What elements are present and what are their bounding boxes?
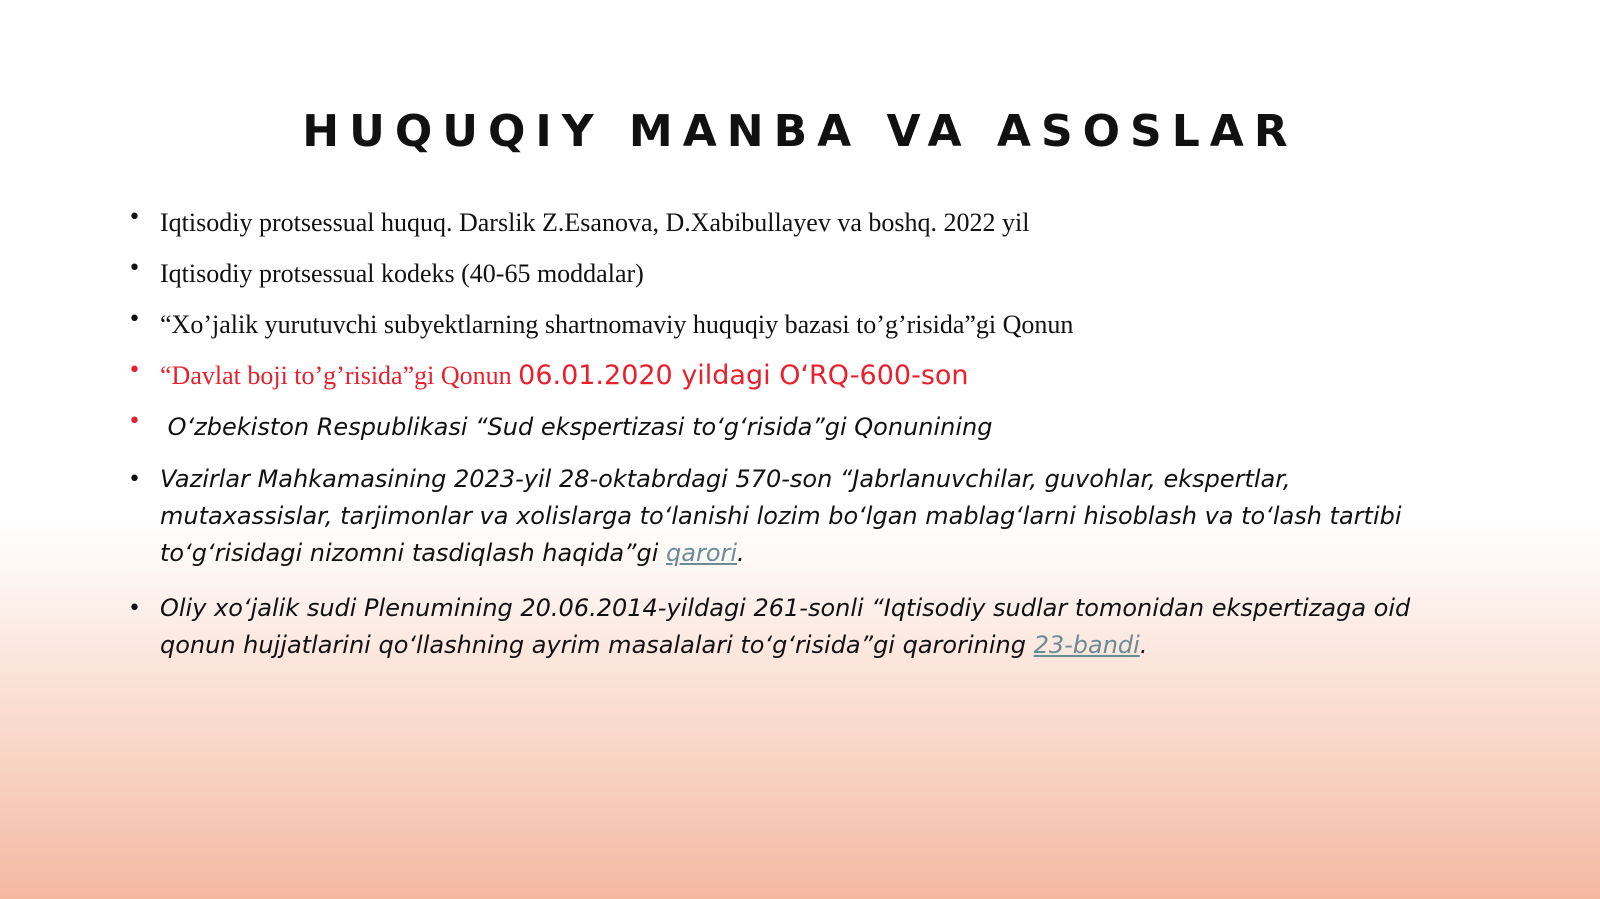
- list-item-text: Iqtisodiy protsessual huquq. Darslik Z.Esanova, D.Xabibullayev va boshq. 2022 yil: [160, 208, 1030, 237]
- bandi-link[interactable]: 23-bandi: [1033, 631, 1140, 659]
- list-item-tail: .: [1139, 631, 1148, 659]
- bullet-icon: •: [128, 256, 141, 281]
- list-item: [128, 205, 1448, 241]
- bullet-icon: •: [128, 596, 141, 621]
- list-item: [128, 358, 1448, 394]
- list-item-text-date: 06.01.2020 yildagi O‘RQ-600-son: [518, 360, 969, 391]
- list-item-text: Oliy xo‘jalik sudi Plenumining 20.06.2014-yildagi 261-sonli “Iqtisodiy sudlar tomonidan ekspertizaga oid qonun hujjatlarini qo‘llashning ayrim masalalari to‘g‘risida”gi qarorining: [160, 594, 1411, 659]
- list-item: [128, 409, 1448, 446]
- list-item-text: “Davlat boji to’g’risida”gi Qonun: [160, 361, 519, 390]
- list-item-text: O‘zbekiston Respublikasi “Sud ekspertizasi to‘g‘risida”gi Qonunining: [160, 413, 993, 441]
- list-item-text: “Xo’jalik yurutuvchi subyektlarning shartnomaviy huquqiy bazasi to’g’risida”gi Qonun: [160, 310, 1074, 339]
- qarori-link[interactable]: qarori: [666, 539, 738, 567]
- slide-title: HUQUQIY MANBA VA ASOSLAR: [302, 106, 1298, 157]
- bullet-icon: •: [128, 358, 141, 383]
- list-item-tail: .: [737, 539, 745, 567]
- list-item-text: Iqtisodiy protsessual kodeks (40-65 moddalar): [160, 259, 644, 288]
- list-item: [128, 461, 1448, 572]
- bullet-icon: •: [128, 307, 141, 332]
- list-item: [128, 256, 1448, 292]
- list-item: [128, 590, 1448, 664]
- bullet-icon: •: [128, 467, 141, 492]
- list-item-text: Vazirlar Mahkamasining 2023-yil 28-oktabrdagi 570-son “Jabrlanuvchilar, guvohlar, ekspertlar, mutaxassislar, tarjimonlar va xolislarga to‘lanishi lozim bo‘lgan mablag‘larni hisoblash va to‘lash tartibi to‘g‘risidagi nizomni tasdiqlash haqida”gi: [160, 465, 1402, 567]
- list-item: [128, 307, 1448, 343]
- bullet-icon: •: [128, 409, 141, 434]
- bullet-icon: •: [128, 205, 141, 230]
- sources-list: [128, 205, 1448, 664]
